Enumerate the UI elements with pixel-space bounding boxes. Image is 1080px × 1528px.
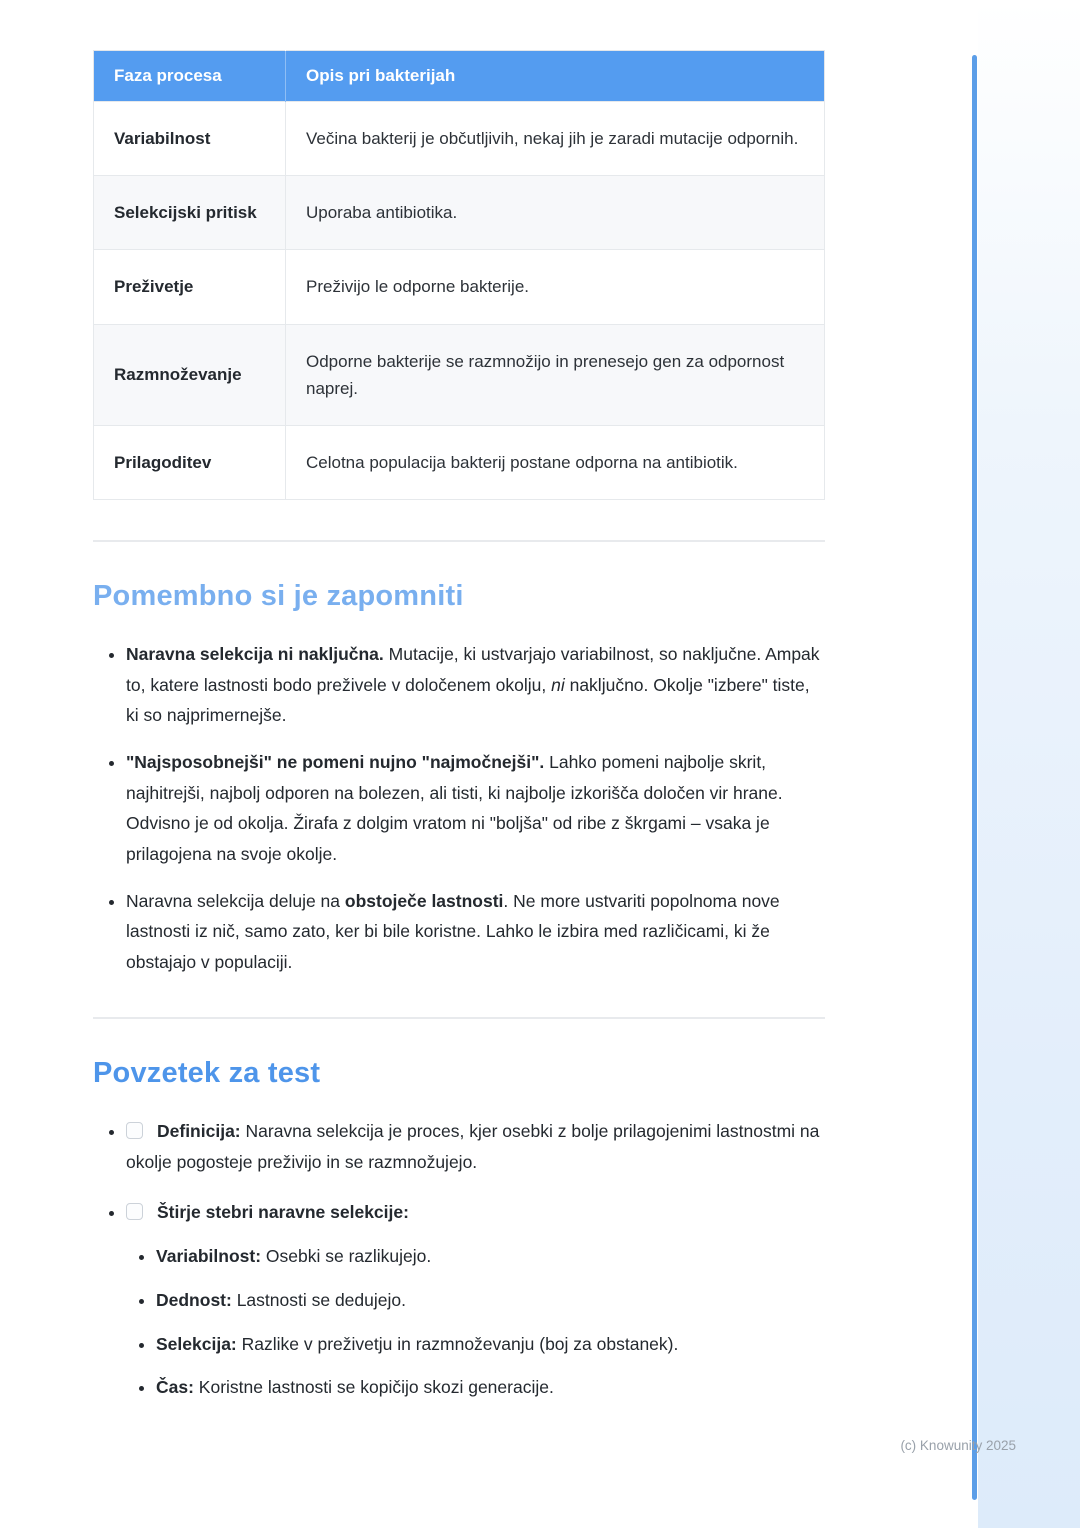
table-row (94, 102, 825, 176)
table-cell-phase: Razmnoževanje (94, 324, 286, 425)
checklist-item (126, 1197, 825, 1403)
table-row (94, 176, 825, 250)
process-table (93, 50, 825, 500)
footer-copyright: (c) Knowunity 2025 (900, 1438, 1016, 1453)
page-edge-accent-line (972, 55, 977, 1500)
list-item (126, 639, 825, 731)
table-cell-phase: Variabilnost (94, 102, 286, 176)
checkbox[interactable] (126, 1122, 143, 1139)
list-item-text: Naravna selekcija ni naključna. Mutacije, ki ustvarjajo variabilnost, so naključne. Ampak to, katere lastnosti bodo preživele v določenem okolju, ni naključno. Okolje "izbere" tiste, ki so najprimernejše. (126, 644, 820, 726)
divider (93, 1017, 825, 1019)
table-cell-desc: Preživijo le odporne bakterije. (286, 250, 825, 324)
list-item (126, 747, 825, 870)
list-item-text: Štirje stebri naravne selekcije: (157, 1201, 409, 1222)
table-row (94, 250, 825, 324)
checkbox[interactable] (126, 1203, 143, 1220)
table-row (94, 425, 825, 499)
sublist-item (156, 1241, 825, 1272)
list-item-text: Dednost: Lastnosti se dedujejo. (156, 1289, 406, 1310)
remember-list (93, 639, 825, 977)
list-item-text: Definicija: Naravna selekcija je proces, kjer osebki z bolje prilagojenimi lastnostmi na okolje pogosteje preživijo in se razmnožujejo. (126, 1121, 820, 1172)
list-item-text: Naravna selekcija deluje na obstoječe lastnosti. Ne more ustvariti popolnoma nove lastnosti iz nič, samo zato, ker bi bile koristne. Lahko le izbira med različicami, ki že obstajajo v populaciji. (126, 890, 780, 972)
summary-checklist (93, 1116, 825, 1402)
list-item-text: Selekcija: Razlike v preživetju in razmnoževanju (boj za obstanek). (156, 1333, 679, 1354)
table-header-phase: Faza procesa (94, 51, 286, 102)
table-cell-desc: Odporne bakterije se razmnožijo in prenesejo gen za odpornost naprej. (286, 324, 825, 425)
pillars-sublist (126, 1241, 825, 1403)
divider (93, 540, 825, 542)
sublist-item (156, 1329, 825, 1360)
list-item-text: "Najsposobnejši" ne pomeni nujno "najmočnejši". Lahko pomeni najbolje skrit, najhitrejši, najbolj odporen na bolezen, ali tisti, ki najbolje izkorišča določen vir hrane. Odvisno je od okolja. Žirafa z dolgim vratom ni "boljša" od ribe z škrgami – vsaka je prilagojena na svoje okolje. (126, 752, 783, 864)
table-cell-desc: Uporaba antibiotika. (286, 176, 825, 250)
page-margin-gradient (978, 0, 1080, 1528)
table-cell-phase: Selekcijski pritisk (94, 176, 286, 250)
table-header-row (94, 51, 825, 102)
table-cell-desc: Večina bakterij je občutljivih, nekaj jih je zaradi mutacije odpornih. (286, 102, 825, 176)
section-title-summary: Povzetek za test (93, 1057, 321, 1090)
list-item-text: Variabilnost: Osebki se razlikujejo. (156, 1246, 432, 1267)
checklist-item (126, 1116, 825, 1177)
table-cell-desc: Celotna populacija bakterij postane odporna na antibiotik. (286, 425, 825, 499)
table-cell-phase: Preživetje (94, 250, 286, 324)
section-title-remember: Pomembno si je zapomniti (93, 580, 464, 613)
list-item-text: Čas: Koristne lastnosti se kopičijo skozi generacije. (156, 1377, 554, 1398)
list-item (126, 886, 825, 978)
sublist-item (156, 1285, 825, 1316)
table-row (94, 324, 825, 425)
table-header-desc: Opis pri bakterijah (286, 51, 825, 102)
sublist-item (156, 1372, 825, 1403)
document-content (93, 50, 825, 1422)
table-cell-phase: Prilagoditev (94, 425, 286, 499)
